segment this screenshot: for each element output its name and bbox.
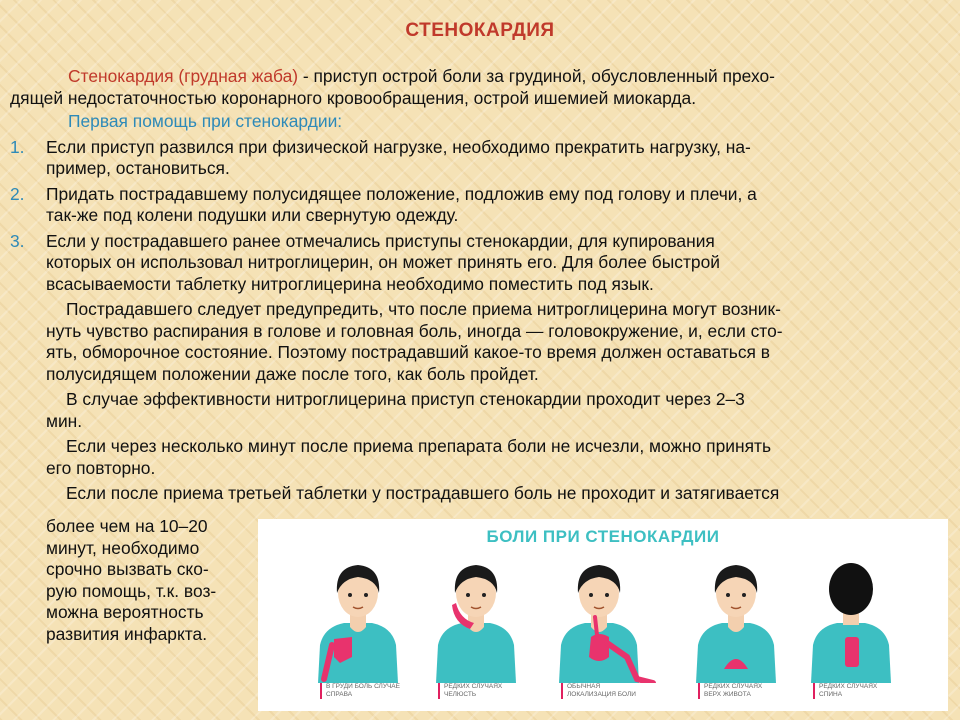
figure-upper-abdomen <box>688 553 784 703</box>
step-line: которых он использовал нитроглицерин, он может принять его. Для более быстрой <box>46 252 720 272</box>
figure-caption <box>320 683 416 699</box>
caption-line: СПРАВА <box>326 691 353 698</box>
step-3 <box>10 231 935 296</box>
step-line: всасываемости таблетку нитроглицерина необходимо поместить под язык. <box>46 273 654 294</box>
figure-caption <box>698 683 794 699</box>
slide-title: СТЕНОКАРДИЯ <box>405 20 555 41</box>
pain-locations-panel <box>258 519 948 711</box>
caption-line: В ГРУДИ БОЛЬ СЛУЧАЕ <box>326 683 400 690</box>
caption-line: РЕДКИХ СЛУЧАЯХ <box>704 683 763 690</box>
step-number: 2. <box>10 183 25 204</box>
figure-jaw <box>428 553 524 703</box>
step-number: 1. <box>10 136 25 157</box>
first-aid-heading: Первая помощь при стенокардии: <box>68 111 343 131</box>
figure-caption <box>813 683 909 699</box>
person-icon <box>551 553 661 683</box>
pain-area <box>845 637 859 667</box>
tail-line: развития инфаркта. <box>46 623 208 644</box>
figure-typical <box>551 553 647 703</box>
caption-line: ЛОКАЛИЗАЦИЯ БОЛИ <box>567 691 636 698</box>
caption-line: РЕДКИХ СЛУЧАЯХ <box>444 683 503 690</box>
caption-line: ЧЕЛЮСТЬ <box>444 691 477 698</box>
step-line: пример, остановиться. <box>46 158 230 178</box>
paragraph-line: Пострадавшего следует предупредить, что после приема нитроглицерина могут возник- <box>66 299 781 319</box>
caption-line: ОБЫЧНАЯ <box>567 683 601 690</box>
tail-line: более чем на 10–20 <box>46 516 208 536</box>
paragraph-line: мин. <box>46 410 83 431</box>
step-number: 3. <box>10 230 25 251</box>
caption-line: ВЕРХ ЖИВОТА <box>704 691 751 698</box>
paragraph-line: его повторно. <box>46 457 156 478</box>
paragraph-line: Если через несколько минут после приема препарата боли не исчезли, можно принять <box>66 436 772 456</box>
paragraph-line: Если после приема третьей таблетки у пострадавшего боль не проходит и затягивается <box>66 483 780 503</box>
emergency-text <box>46 516 256 645</box>
figure-caption <box>561 683 657 699</box>
paragraph-line: полусидящем положении даже после того, как боль пройдет. <box>46 363 539 384</box>
step-2 <box>10 184 935 227</box>
step-line: Если приступ развился при физической нагрузке, необходимо прекратить нагрузку, на- <box>46 136 751 157</box>
step-line: Если у пострадавшего ранее отмечались приступы стенокардии, для купирования <box>46 230 715 251</box>
tail-line: рую помощь, т.к. воз- <box>46 580 217 601</box>
panel-title: БОЛИ ПРИ СТЕНОКАРДИИ <box>486 527 720 546</box>
step-line: Придать пострадавшему полусидящее положение, подложив ему под голову и плечи, а <box>46 183 757 204</box>
paragraph-line: нуть чувство распирания в голове и головная боль, иногда — головокружение, и, если сто- <box>46 320 783 341</box>
paragraph-third-tablet <box>10 483 935 505</box>
paragraph-line: ять, обморочное состояние. Поэтому пострадавший какое-то время должен оставаться в <box>46 342 771 362</box>
step-1 <box>10 137 935 180</box>
definition-cont: дящей недостаточностью коронарного кровообращения, острой ишемией миокарда. <box>10 87 697 108</box>
person-back-icon <box>803 553 899 683</box>
person-icon <box>310 553 406 683</box>
paragraph-effectiveness <box>10 389 935 432</box>
step-line: так-же под колени подушки или свернутую одежду. <box>46 205 459 225</box>
definition-text: - приступ острой боли за грудиной, обусловленный прехо- <box>298 66 775 86</box>
caption-line: РЕДКИХ СЛУЧАЯХ <box>819 683 878 690</box>
tail-line: минут, необходимо <box>46 537 200 558</box>
figure-back <box>803 553 899 703</box>
figure-right-chest <box>310 553 406 703</box>
paragraph-repeat <box>10 436 935 479</box>
tail-line: можна вероятность <box>46 602 204 622</box>
definition-term: Стенокардия (грудная жаба) <box>68 66 299 86</box>
caption-line: СПИНА <box>819 691 843 698</box>
paragraph-line: В случае эффективности нитроглицерина приступ стенокардии проходит через 2–3 <box>66 389 745 409</box>
tail-line: срочно вызвать ско- <box>46 559 209 579</box>
paragraph-warning <box>10 299 935 385</box>
figure-caption <box>438 683 534 699</box>
person-icon <box>428 553 524 683</box>
content <box>10 66 935 505</box>
pain-area <box>589 634 609 661</box>
person-icon <box>688 553 784 683</box>
definition <box>10 66 935 88</box>
